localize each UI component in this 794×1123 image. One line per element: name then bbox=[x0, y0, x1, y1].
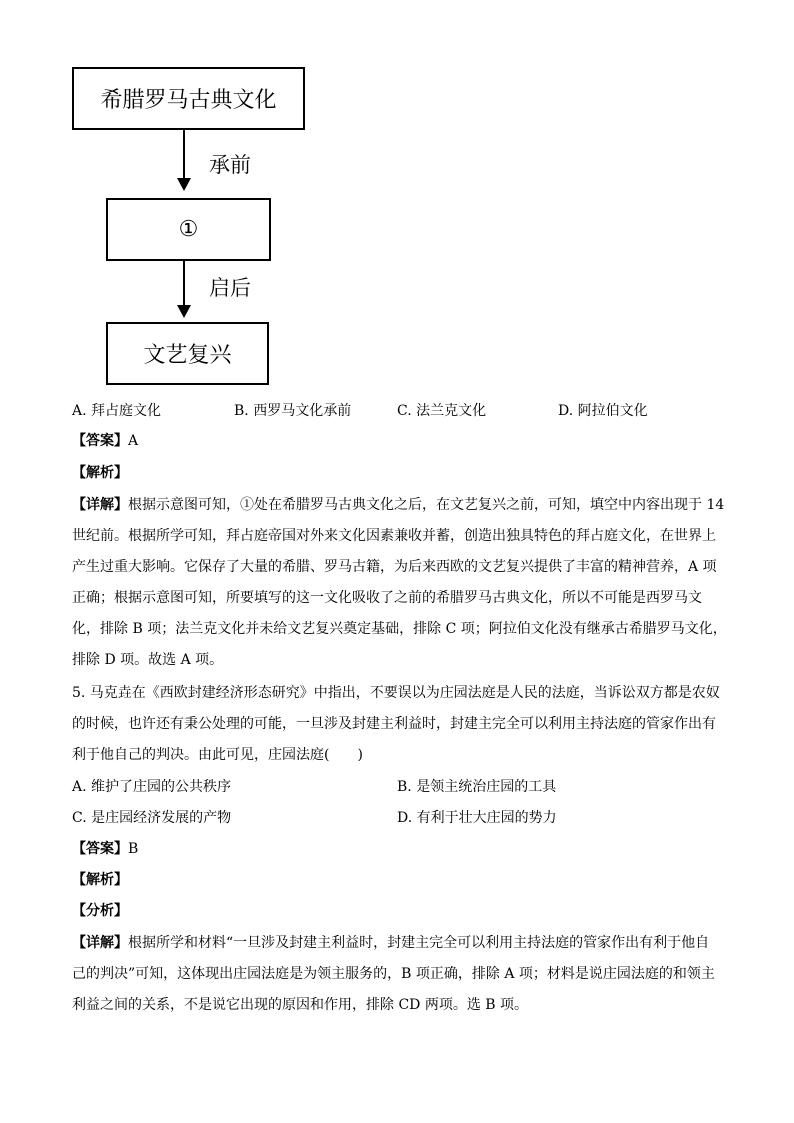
q5-analysis-tag: 【解析】 bbox=[72, 872, 128, 888]
flow-arrow-2-label: 启后 bbox=[209, 276, 251, 300]
q4-answer-value: A bbox=[128, 433, 139, 449]
q5-option-a: A. 维护了庄园的公共秩序 bbox=[72, 779, 232, 795]
q4-option-b: B. 西罗马文化承前 bbox=[234, 403, 352, 419]
q4-answer-line bbox=[72, 430, 138, 450]
q5-answer-line bbox=[72, 838, 138, 858]
q4-analysis-tag: 【解析】 bbox=[72, 465, 128, 481]
q5-detail-line-3: 利益之间的关系，不是说它出现的原因和作用，排除 CD 两项。选 B 项。 bbox=[72, 997, 529, 1013]
q5-detail-line-2: 己的判决”可知，这体现出庄园法庭是为领主服务的，B 项正确，排除 A 项；材料是说庄园法庭的和领主 bbox=[72, 966, 715, 982]
flow-box-top bbox=[72, 67, 305, 130]
flow-arrow-2-line bbox=[183, 261, 185, 307]
q4-option-a: A. 拜占庭文化 bbox=[72, 403, 162, 419]
q5-option-b: B. 是领主统治庄园的工具 bbox=[397, 779, 557, 795]
q4-detail-line-2: 世纪前。根据所学可知，拜占庭帝国对外来文化因素兼收并蓄，创造出独具特色的拜占庭文化，在世界上 bbox=[72, 528, 716, 544]
q4-answer-tag: 【答案】 bbox=[72, 433, 128, 449]
flow-box-bottom-label: 文艺复兴 bbox=[143, 343, 232, 368]
q4-analysis-line bbox=[72, 462, 128, 482]
flow-box-top-label: 希腊罗马古典文化 bbox=[100, 88, 277, 113]
flow-box-middle bbox=[106, 198, 271, 261]
q5-detail-text-1: 根据所学和材料“一旦涉及封建主利益时，封建主完全可以利用主持法庭的管家作出有利于他自 bbox=[128, 935, 710, 951]
flow-box-bottom bbox=[106, 322, 269, 385]
q5-question-line-3: 利于他自己的判决。由此可见，庄园法庭( ) bbox=[72, 747, 363, 763]
q4-option-d: D. 阿拉伯文化 bbox=[558, 403, 648, 419]
q5-option-d: D. 有利于壮大庄园的势力 bbox=[397, 810, 557, 826]
q4-detail-tag: 【详解】 bbox=[72, 497, 128, 513]
q4-detail-line-6: 排除 D 项。故选 A 项。 bbox=[72, 652, 224, 668]
q4-detail-line-3: 产生过重大影响。它保存了大量的希腊、罗马古籍，为后来西欧的文艺复兴提供了丰富的精神营养，A 项 bbox=[72, 559, 717, 575]
q5-answer-tag: 【答案】 bbox=[72, 841, 128, 857]
flow-arrow-1-label: 承前 bbox=[209, 153, 251, 177]
q4-option-c: C. 法兰克文化 bbox=[397, 403, 487, 419]
q5-fenxi-tag: 【分析】 bbox=[72, 903, 128, 919]
q5-detail-tag: 【详解】 bbox=[72, 935, 128, 951]
flow-box-middle-label: ① bbox=[178, 217, 199, 242]
q4-detail-line-4: 正确；根据示意图可知，所要填写的这一文化吸收了之前的希腊罗马古典文化，所以不可能是西罗马文 bbox=[72, 590, 702, 606]
q5-fenxi-line bbox=[72, 900, 128, 920]
q5-answer-value: B bbox=[128, 841, 139, 857]
q5-question-line-1: 5. 马克垚在《西欧封建经济形态研究》中指出，不要误以为庄园法庭是人民的法庭，当诉讼双方都是农奴 bbox=[72, 685, 720, 701]
flow-arrow-1-head bbox=[177, 178, 191, 191]
flow-arrow-1-line bbox=[183, 130, 185, 180]
q5-detail-line-1 bbox=[72, 932, 709, 952]
q5-option-c: C. 是庄园经济发展的产物 bbox=[72, 810, 232, 826]
q5-question-line-2: 的时候，也许还有秉公处理的可能，一旦涉及封建主利益时，封建主完全可以利用主持法庭的管家作出有 bbox=[72, 716, 716, 732]
q4-detail-line-5: 化，排除 B 项；法兰克文化并未给文艺复兴奠定基础，排除 C 项；阿拉伯文化没有继承古希腊罗马文化， bbox=[72, 621, 727, 637]
q5-analysis-line bbox=[72, 869, 128, 889]
q4-detail-line-1 bbox=[72, 494, 724, 514]
q4-detail-text-1: 根据示意图可知，①处在希腊罗马古典文化之后，在文艺复兴之前，可知，填空中内容出现于 14 bbox=[128, 497, 725, 513]
flow-arrow-2-head bbox=[177, 305, 191, 318]
